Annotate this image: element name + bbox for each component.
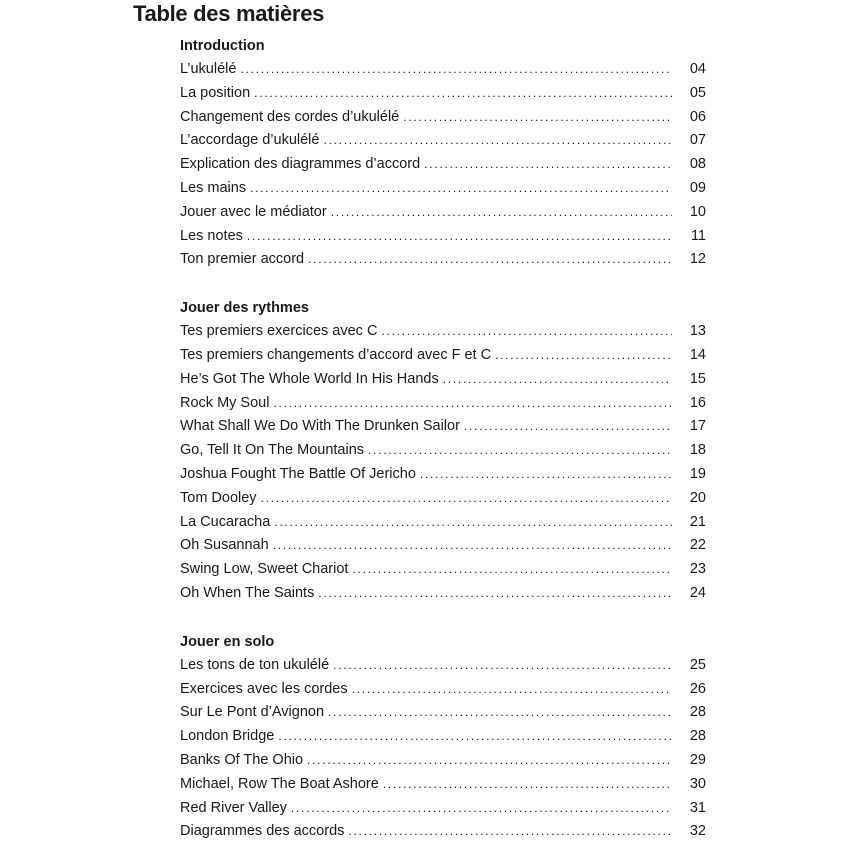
dot-leader <box>273 392 672 416</box>
dot-leader <box>403 106 672 130</box>
page-title: Table des matières <box>133 1 325 26</box>
entry-title: London Bridge <box>180 728 275 745</box>
entry-title: Red River Valley <box>180 799 287 816</box>
dot-leader <box>247 225 672 249</box>
entry-title: Joshua Fought The Battle Of Jericho <box>180 465 416 482</box>
entry-page-number: 22 <box>689 537 706 554</box>
entry-page-number: 18 <box>689 442 706 459</box>
dot-leader <box>331 201 672 225</box>
toc-entry[interactable] <box>180 725 706 749</box>
entry-title: Explication des diagrammes d’accord <box>180 156 421 173</box>
toc-entry[interactable] <box>180 320 706 344</box>
dot-leader <box>323 129 672 153</box>
toc-entry[interactable] <box>180 797 706 821</box>
entry-title: Rock My Soul <box>180 394 270 411</box>
entry-page-number: 25 <box>689 656 706 673</box>
toc-entry[interactable] <box>180 487 706 511</box>
toc-entry[interactable] <box>180 153 706 177</box>
entry-page-number: 19 <box>689 465 706 482</box>
section-heading: Jouer en solo <box>180 633 275 650</box>
section-heading: Jouer des rythmes <box>180 300 309 317</box>
toc-entry[interactable] <box>180 415 706 439</box>
entry-title: Oh Susannah <box>180 537 269 554</box>
toc-entry[interactable] <box>180 177 706 201</box>
entry-title: Changement des cordes d’ukulélé <box>180 108 400 125</box>
toc-entry[interactable] <box>180 439 706 463</box>
toc-entry[interactable] <box>180 511 706 535</box>
entry-page-number: 13 <box>689 323 706 340</box>
toc-entry[interactable] <box>180 129 706 153</box>
dot-leader <box>250 177 672 201</box>
entry-page-number: 23 <box>689 561 706 578</box>
toc-entry[interactable] <box>180 368 706 392</box>
dot-leader <box>307 749 672 773</box>
dot-leader <box>254 82 672 106</box>
entry-page-number: 30 <box>689 775 706 792</box>
entry-page-number: 12 <box>689 251 706 268</box>
toc-entry[interactable] <box>180 654 706 678</box>
entry-title: Les notes <box>180 227 243 244</box>
dot-leader <box>278 725 672 749</box>
dot-leader <box>424 153 672 177</box>
toc-section <box>180 34 706 272</box>
entry-page-number: 09 <box>689 179 706 196</box>
entry-title: Ton premier accord <box>180 251 305 268</box>
toc-entry[interactable] <box>180 225 706 249</box>
entry-page-number: 04 <box>689 61 706 77</box>
entry-title: La Cucaracha <box>180 513 271 530</box>
entry-page-number: 32 <box>689 823 706 840</box>
section-heading: Introduction <box>180 38 265 54</box>
toc-entry[interactable] <box>180 82 706 106</box>
entry-page-number: 15 <box>689 370 706 387</box>
dot-leader <box>273 534 672 558</box>
entry-title: Tes premiers exercices avec C <box>180 323 378 340</box>
toc-entry[interactable] <box>180 701 706 725</box>
entry-title: What Shall We Do With The Drunken Sailor <box>180 418 460 435</box>
entry-page-number: 17 <box>689 418 706 435</box>
entry-page-number: 10 <box>689 203 706 220</box>
entry-title: Tes premiers changements d’accord avec F et C <box>180 346 492 363</box>
entry-title: La position <box>180 84 251 101</box>
entry-page-number: 24 <box>689 584 706 601</box>
toc-section <box>180 296 706 606</box>
entry-page-number: 16 <box>689 394 706 411</box>
dot-leader <box>420 463 672 487</box>
entry-page-number: 28 <box>689 728 706 745</box>
toc-entry[interactable] <box>180 558 706 582</box>
entry-title: Les mains <box>180 179 247 196</box>
toc-entry[interactable] <box>180 58 706 82</box>
entry-page-number: 20 <box>689 489 706 506</box>
entry-title: Diagrammes des accords <box>180 823 345 840</box>
dot-leader <box>381 320 672 344</box>
toc-entry[interactable] <box>180 106 706 130</box>
entry-title: Banks Of The Ohio <box>180 751 304 768</box>
entry-title: L’accordage d’ukulélé <box>180 132 320 149</box>
dot-leader <box>333 654 672 678</box>
dot-leader <box>352 678 672 702</box>
entry-title: Swing Low, Sweet Chariot <box>180 561 349 578</box>
entry-page-number: 31 <box>689 799 706 816</box>
entry-title: Tom Dooley <box>180 489 257 506</box>
entry-title: L’ukulélé <box>180 61 237 77</box>
entry-title: Oh When The Saints <box>180 584 315 601</box>
dot-leader <box>464 415 672 439</box>
dot-leader <box>443 368 672 392</box>
entry-title: Les tons de ton ukulélé <box>180 656 330 673</box>
dot-leader <box>383 773 672 797</box>
dot-leader <box>240 58 672 82</box>
toc-entry[interactable] <box>180 392 706 416</box>
toc-entry[interactable] <box>180 201 706 225</box>
entry-page-number: 06 <box>689 108 706 125</box>
toc-entry[interactable] <box>180 534 706 558</box>
dot-leader <box>495 344 672 368</box>
dot-leader <box>318 582 672 606</box>
entry-page-number: 07 <box>689 132 706 149</box>
entry-title: He’s Got The Whole World In His Hands <box>180 370 439 387</box>
dot-leader <box>274 511 672 535</box>
entry-page-number: 14 <box>689 346 706 363</box>
entry-page-number: 29 <box>689 751 706 768</box>
toc-entry[interactable] <box>180 463 706 487</box>
entry-page-number: 08 <box>689 156 706 173</box>
entry-title: Go, Tell It On The Mountains <box>180 442 365 459</box>
toc-entry[interactable] <box>180 773 706 797</box>
entry-page-number: 05 <box>689 84 706 101</box>
dot-leader <box>352 558 672 582</box>
dot-leader <box>308 248 672 272</box>
toc-entry[interactable] <box>180 344 706 368</box>
entry-page-number: 26 <box>689 680 706 697</box>
toc-entry[interactable] <box>180 749 706 773</box>
dot-leader <box>368 439 672 463</box>
toc-entry[interactable] <box>180 248 706 272</box>
entry-title: Michael, Row The Boat Ashore <box>180 775 379 792</box>
toc-section <box>180 630 706 844</box>
toc-entry[interactable] <box>180 678 706 702</box>
table-of-contents <box>180 34 706 868</box>
entry-title: Exercices avec les cordes <box>180 680 348 697</box>
entry-page-number: 28 <box>689 704 706 721</box>
entry-title: Jouer avec le médiator <box>180 203 327 220</box>
dot-leader <box>328 701 672 725</box>
entry-page-number: 11 <box>690 227 706 244</box>
toc-entry[interactable] <box>180 582 706 606</box>
dot-leader <box>261 487 672 511</box>
entry-title: Sur Le Pont d’Avignon <box>180 704 325 721</box>
entry-page-number: 21 <box>689 513 706 530</box>
dot-leader <box>291 797 672 821</box>
